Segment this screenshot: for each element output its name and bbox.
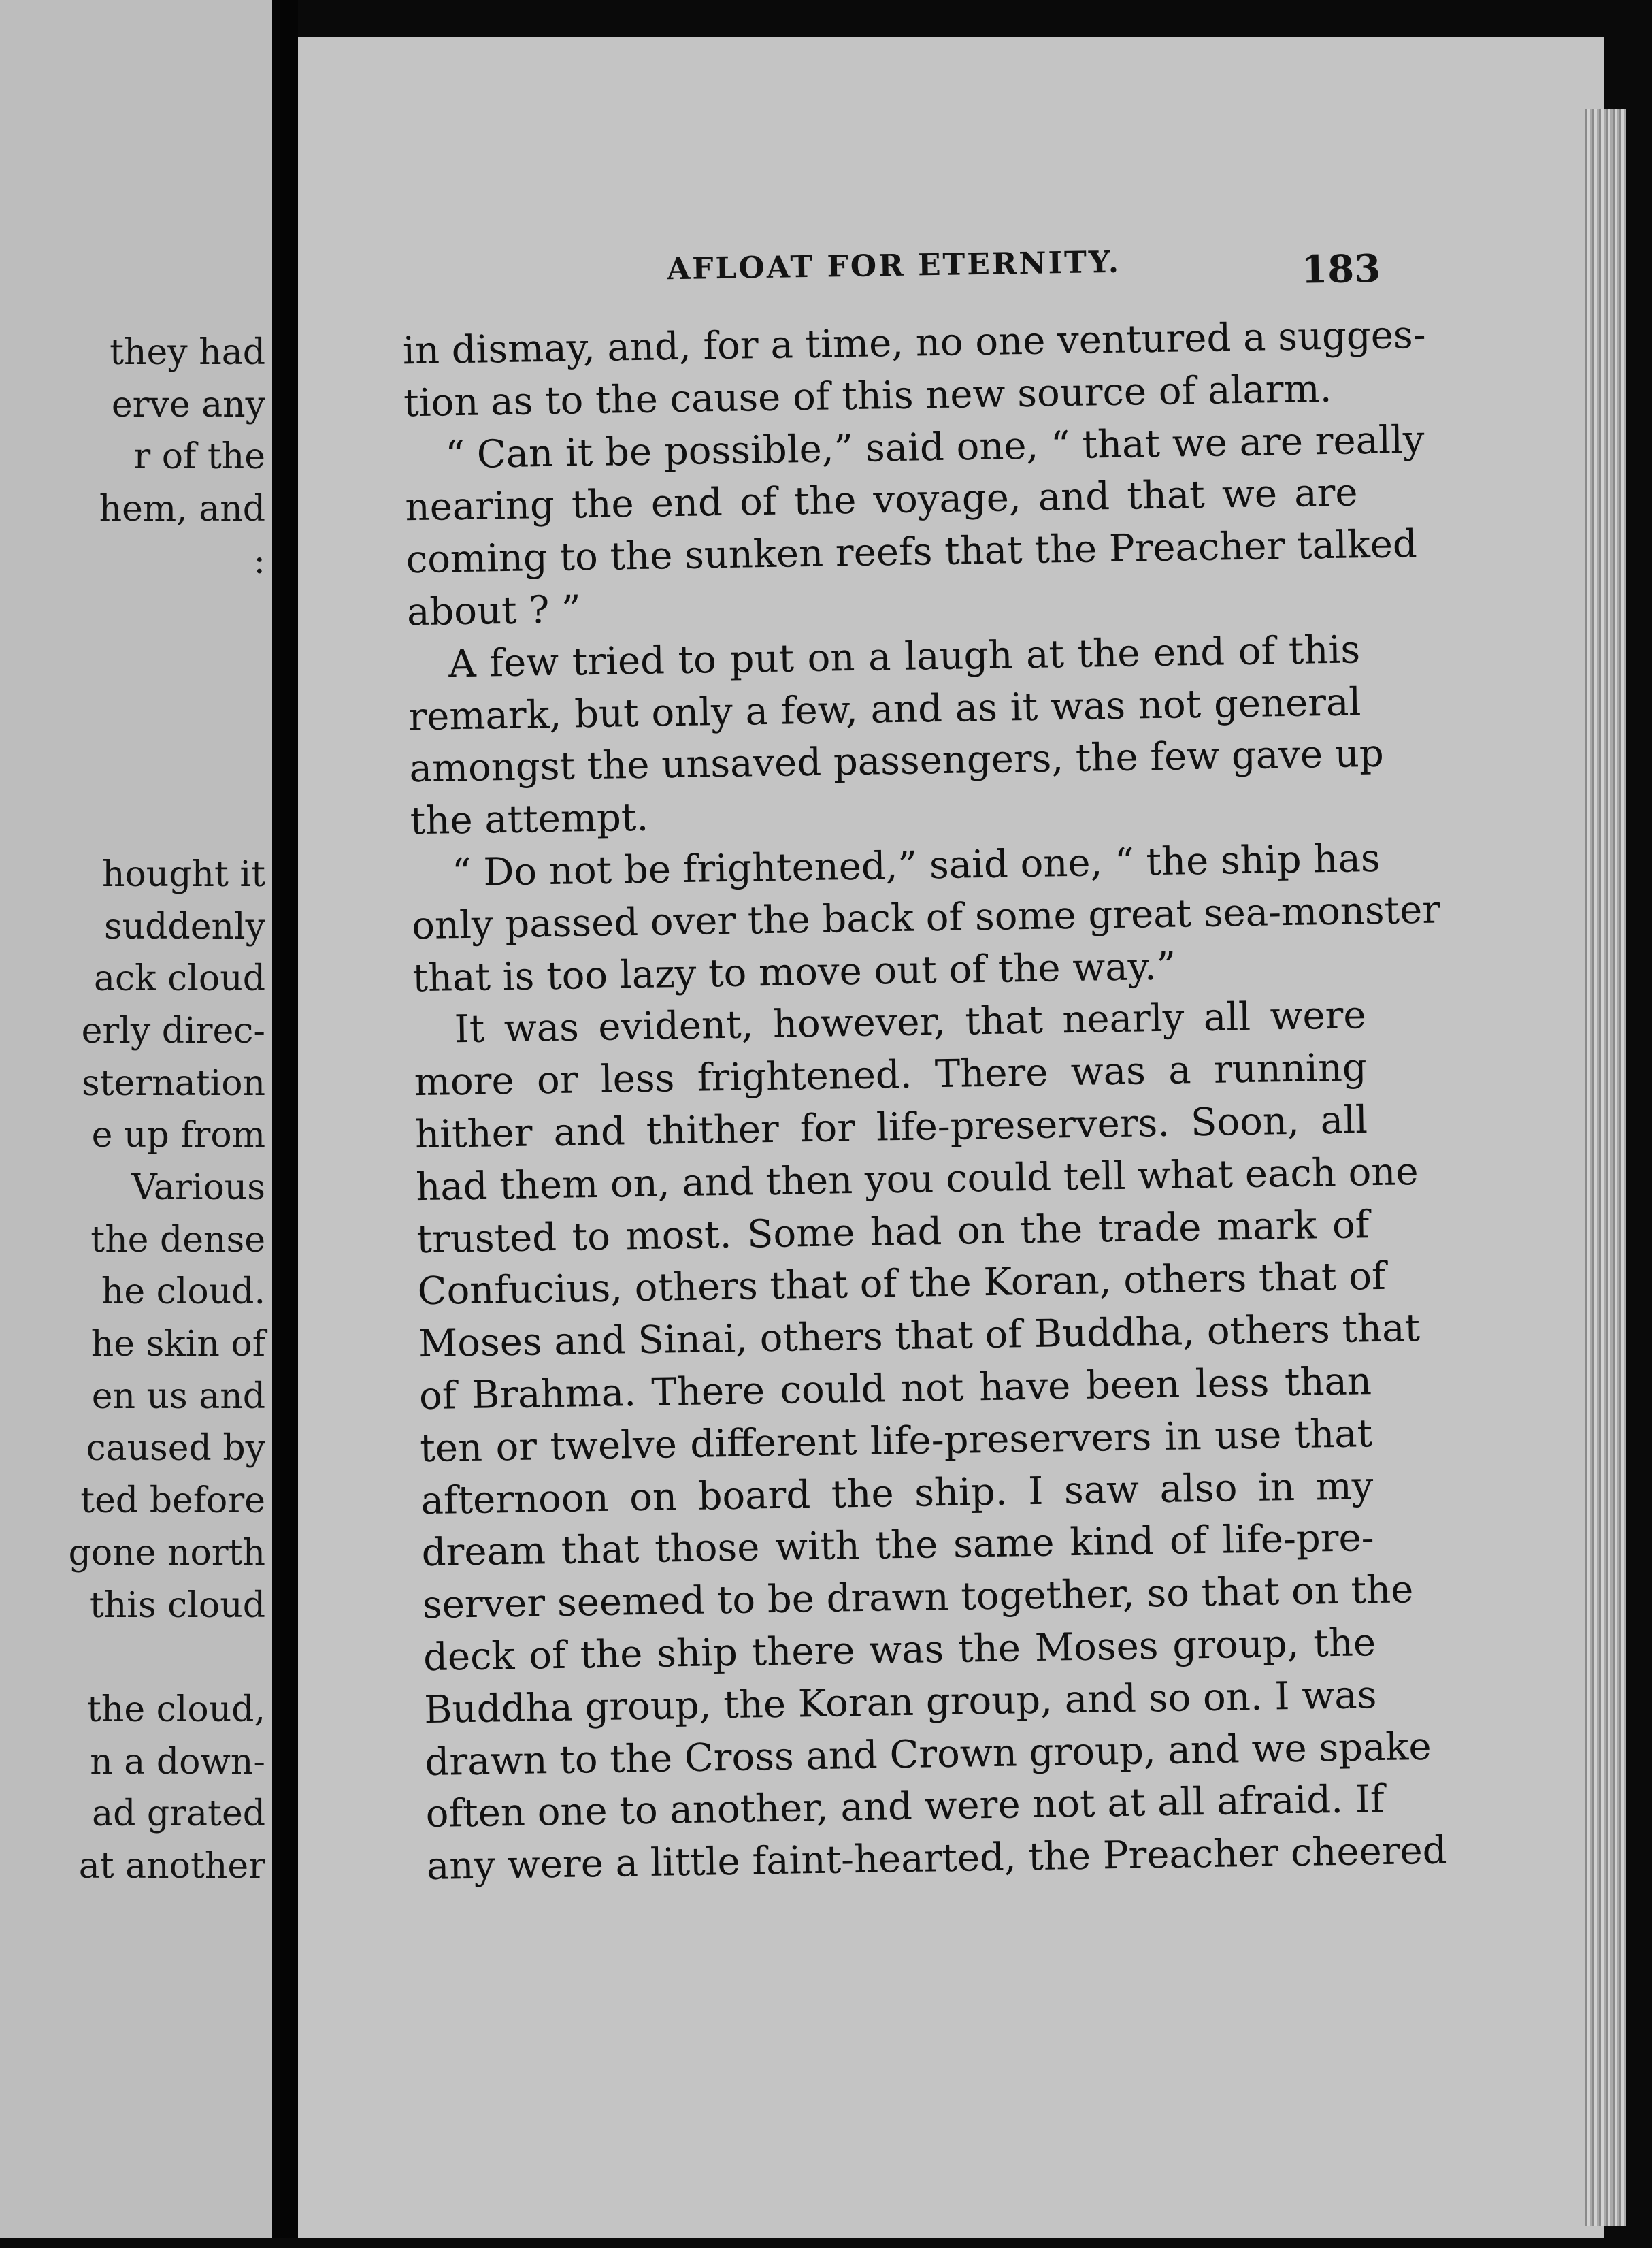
text-line: ten or twelve different life-preservers in use that bbox=[419, 1411, 1373, 1471]
left-page-line: he skin of bbox=[90, 1324, 265, 1365]
body-text bbox=[402, 310, 1447, 1893]
left-page-text bbox=[0, 327, 265, 1893]
text-line: the attempt. bbox=[410, 795, 649, 844]
text-line: dream that those with the same kind of life-pre- bbox=[421, 1516, 1375, 1576]
book-gutter bbox=[272, 0, 298, 2238]
text-line: remark, but only a few, and as it was not general bbox=[408, 679, 1361, 739]
text-line: amongst the unsaved passengers, the few gave up bbox=[409, 732, 1385, 792]
left-page-line: this cloud bbox=[89, 1584, 265, 1626]
running-header: AFLOAT FOR ETERNITY. bbox=[666, 244, 1121, 287]
text-line: “ Do not be frightened,” said one, “ the ship has bbox=[451, 836, 1381, 896]
left-page-line: Various bbox=[131, 1167, 265, 1208]
text-block bbox=[296, 28, 1637, 2248]
left-page-line: erly direc- bbox=[81, 1010, 265, 1052]
left-page-line: the dense bbox=[90, 1219, 265, 1260]
left-page-line: gone north bbox=[68, 1532, 265, 1574]
paragraph bbox=[402, 310, 1427, 430]
left-page-line: the cloud, bbox=[86, 1689, 265, 1730]
paragraph bbox=[404, 415, 1425, 639]
left-page-line bbox=[0, 745, 265, 797]
text-line: hither and thither for life-preservers. Soon, all bbox=[414, 1098, 1368, 1158]
text-line: any were a little faint-hearted, the Preacher cheered bbox=[426, 1828, 1447, 1889]
left-page-line: ted before bbox=[80, 1480, 265, 1522]
left-page-line bbox=[0, 587, 265, 640]
left-page-line: ack cloud bbox=[93, 958, 265, 1000]
text-line: nearing the end of the voyage, and that we are bbox=[405, 470, 1358, 530]
text-line: in dismay, and, for a time, no one ventured a sugges- bbox=[402, 312, 1427, 374]
left-page-line: : bbox=[253, 540, 265, 582]
text-line: Moses and Sinai, others that of Buddha, others that bbox=[418, 1306, 1421, 1367]
paragraph bbox=[410, 833, 1441, 1005]
left-page-line: e up from bbox=[91, 1115, 265, 1156]
left-page-line bbox=[0, 796, 265, 849]
left-page-line: they had bbox=[110, 332, 265, 373]
right-page bbox=[298, 37, 1604, 2238]
left-page-line: hought it bbox=[101, 853, 265, 895]
paragraph bbox=[413, 990, 1447, 1893]
text-line: “ Can it be possible,” said one, “ that we are really bbox=[444, 417, 1425, 477]
left-page-line: ad grated bbox=[92, 1793, 265, 1835]
text-line: tion as to the cause of this new source of alarm. bbox=[403, 366, 1332, 426]
text-line: of Brahma. There could not have been less than bbox=[418, 1359, 1372, 1419]
paragraph bbox=[408, 624, 1385, 848]
left-page-line: erve any bbox=[111, 384, 265, 425]
left-page-line: suddenly bbox=[103, 906, 265, 947]
text-line: about ? ” bbox=[406, 587, 582, 635]
text-line: coming to the sunken reefs that the Preacher talked bbox=[406, 522, 1418, 583]
page-number: 183 bbox=[1300, 246, 1381, 293]
left-page-line: at another bbox=[78, 1845, 265, 1887]
text-line: only passed over the back of some great sea-monster bbox=[411, 887, 1441, 948]
left-page-line: caused by bbox=[86, 1428, 265, 1469]
text-line: It was evident, however, that nearly all were bbox=[454, 993, 1367, 1052]
text-line: A few tried to put on a laugh at the end of this bbox=[448, 628, 1361, 687]
left-page-line: hem, and bbox=[99, 489, 265, 530]
text-line: trusted to most. Some had on the trade mark of bbox=[416, 1202, 1370, 1262]
left-page-line bbox=[0, 692, 265, 745]
left-page-line: he cloud. bbox=[101, 1271, 265, 1313]
text-line: drawn to the Cross and Crown group, and we spake bbox=[425, 1724, 1432, 1785]
left-page-line bbox=[0, 640, 265, 692]
text-line: more or less frightened. There was a running bbox=[414, 1045, 1368, 1105]
left-page-line: sternation bbox=[81, 1062, 265, 1104]
left-page-line: en us and bbox=[91, 1375, 265, 1417]
text-line: server seemed to be drawn together, so that on the bbox=[422, 1567, 1414, 1628]
left-page-line: r of the bbox=[133, 436, 265, 478]
left-page-line: n a down- bbox=[90, 1741, 265, 1782]
text-line: deck of the ship there was the Moses group, the bbox=[423, 1620, 1376, 1680]
page-edges bbox=[1585, 109, 1626, 2226]
text-line: afternoon on board the ship. I saw also in my bbox=[420, 1463, 1374, 1523]
text-line: that is too lazy to move out of the way.” bbox=[412, 944, 1176, 1000]
text-line: had them on, and then you could tell what each one bbox=[415, 1149, 1419, 1209]
left-page-fragment bbox=[0, 0, 272, 2238]
left-page-line bbox=[0, 1631, 265, 1684]
text-line: Confucius, others that of the Koran, others that of bbox=[417, 1254, 1387, 1314]
text-line: often one to another, and were not at all afraid. If bbox=[425, 1777, 1385, 1837]
text-line: Buddha group, the Koran group, and so on. I was bbox=[423, 1672, 1377, 1732]
